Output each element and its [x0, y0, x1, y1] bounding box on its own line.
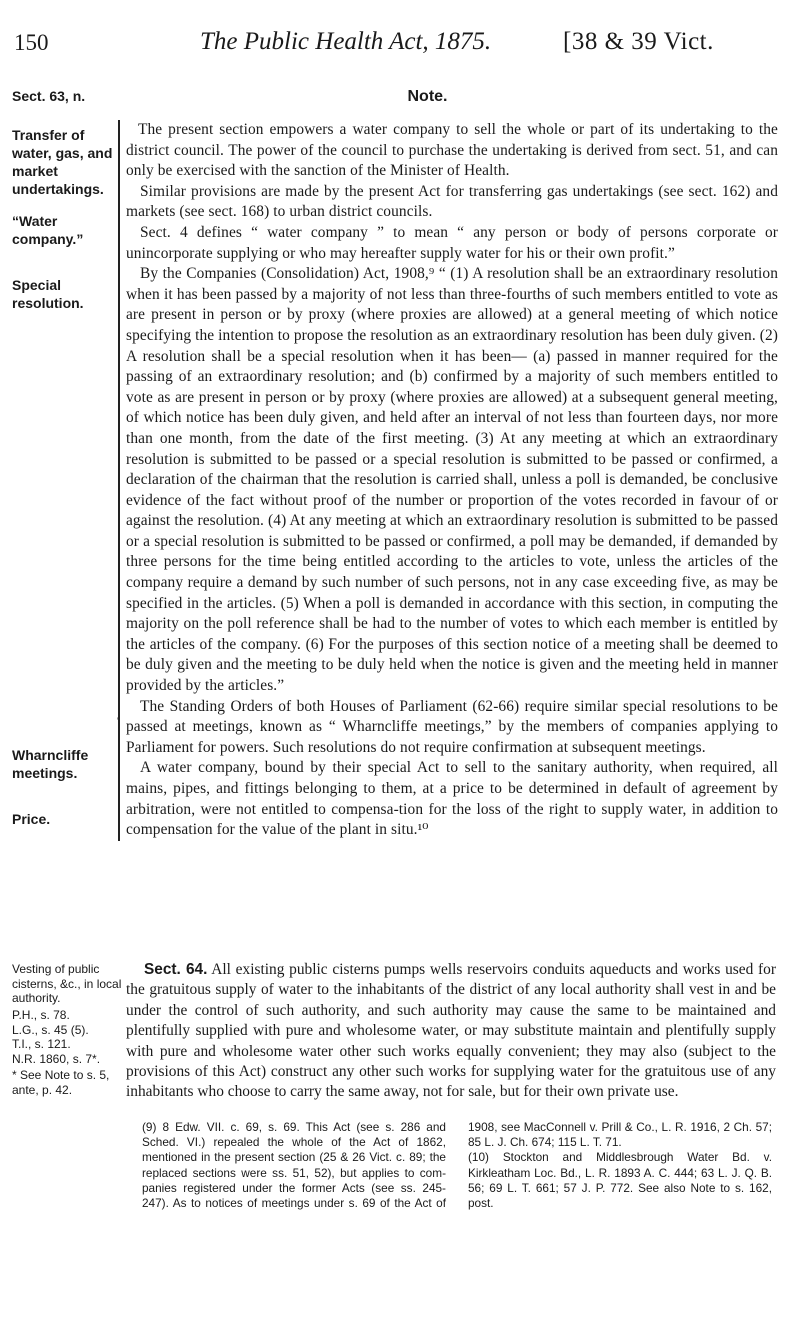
- star-note: * See Note to s. 5, ante, p. 42.: [12, 1068, 110, 1097]
- footnote: (10) Stockton and Middlesbrough Water Bd. v. Kirkleatham Loc. Bd., L. R. 1893 A. C. 444; 63 L. J. Q. B. 56; 69 L. T. 661; 57 J. P. 772. See also Note to s. 162, post.: [468, 1150, 772, 1211]
- margin-note-vesting: Vesting of public cisterns, &c., in local authority.: [12, 962, 122, 1006]
- margin-note-price: Price.: [12, 811, 51, 827]
- page-number: 150: [14, 30, 49, 55]
- margin-note-wharncliffe: Wharncliffe meetings.: [12, 747, 89, 781]
- section-body: All existing public cisterns pumps wells reservoirs conduits aqueducts and works used for the gratuitous supply of water to the inhabitants of the district of any local authority shall vest in and be under the control of such authority, and such authority may cause the same to be maintained and plentifully supplied with pure and wholesome water, or may substitute maintain and plentifully supply with pure and wholesome water other such works equally convenient; they may also (subject to the provisions of this Act) construct any other such works for supplying water for the gratuitous use of any inhabitants who choose to carry the same away, not for sale, but for their own private use.: [126, 961, 776, 1101]
- note-paragraph: The Standing Orders of both Houses of Parliament (62-66) require similar special resolutions to be passed at meetings, known as “ Wharncliffe meetings,” by the members of companies applying to Parliament for powers. Such resolutions do not require confirmation at subsequent meetings.: [126, 697, 778, 756]
- note-body: [118, 120, 778, 841]
- statutory-references: P.H., s. 78. L.G., s. 45 (5). T.I., s. 121. N.R. 1860, s. 7*.: [12, 1008, 101, 1066]
- section-reference: Sect. 63, n.: [12, 88, 86, 104]
- note-paragraph: By the Companies (Consolidation) Act, 1908,⁹ “ (1) A resolution shall be an extraordinary resolution when it has been passed by a majority of not less than three-fourths of such members entitled to vote as are present in person or by proxy (where proxies are allowed) at a general meeting of which notice specifying the intention to propose the resolution as an extraordinary resolution has been duly given. (2) A resolution shall be a special resolution when it has been— (a) passed in manner required for the passing of an extraordinary resolution; and (b) confirmed by a majority of such members entitled to vote as are present in person or by proxy (where proxies are allowed) at a subsequent general meeting, of which notice has been duly given, and held after an interval of not less than fourteen days, nor more than one month, from the date of the first meeting. (3) At any meeting at which an extraordinary resolution is submitted to be passed or a special resolution is submitted to be passed or confirmed, a declaration of the chairman that the resolution is carried shall, unless a poll is demanded, be conclusive evidence of the fact without proof of the number or proportion of the votes recorded in favour of or against the resolution. (4) At any meeting at which an extraordinary resolution is submitted to be passed or a special resolution is submitted to be passed or confirmed, a poll may be demanded, if demanded by three persons for the time being entitled according to the articles to vote, unless the articles of the company require a demand by such number of such persons, not in any case exceeding five, as may be specified in the articles. (5) When a poll is demanded in accordance with this section, in computing the majority on the poll reference shall be had to the number of votes to which each member is entitled by the articles of the company. (6) For the purposes of this section notice of a meeting shall be deemed to be duly given and the meeting to be duly held when the notice is given and the meeting held in manner provided by the articles.”: [126, 265, 778, 695]
- note-heading-row: [0, 88, 800, 106]
- margin-note-special-resolution: Special resolution.: [12, 277, 84, 311]
- page-header: [0, 18, 800, 58]
- note-paragraph: Similar provisions are made by the present Act for transferring gas undertakings (see sect. 162) and markets (see sect. 168) to urban district councils.: [126, 182, 778, 221]
- section-64: [126, 960, 776, 1103]
- note-heading: Note.: [407, 88, 448, 105]
- footnotes: [142, 1120, 772, 1211]
- regnal-year: [38 & 39 Vict.: [563, 28, 714, 55]
- margin-note-water-company: “Water company.”: [12, 213, 84, 247]
- note-paragraph: Sect. 4 defines “ water company ” to mean “ any person or body of persons corporate or unincorporate supplying or who may hereafter supply water for his or their own profit.”: [126, 223, 778, 262]
- margin-note-transfer: Transfer of water, gas, and market undertakings.: [12, 127, 113, 197]
- running-title: The Public Health Act, 1875.: [200, 28, 492, 55]
- note-paragraph: The present section empowers a water company to sell the whole or part of its undertaking to the district council. The power of the council to purchase the undertaking is derived from sect. 51, and can only be exercised with the sanction of the Minister of Health.: [126, 121, 778, 180]
- footnote: (9) 8 Edw. VII. c. 69, s. 69. This Act (see s. 286 and Sched. VI.) repealed the whole of the Act of 1862, mentioned in the present section (25 & 26 Vict. c. 89; the replaced sections were ss. 51, 52), but applies to com-panies registered under the former Acts (see ss. 245-247). As to notices of meetings under s. 69 of the Act of 1908, see MacConnell v. Prill & Co., L. R. 1916, 2 Ch. 57; 85 L. J. Ch. 674; 115 L. T. 71.: [142, 1120, 772, 1211]
- section-label: Sect. 64.: [144, 961, 208, 978]
- note-paragraph: A water company, bound by their special Act to sell to the sanitary authority, when required, all mains, pipes, and fittings belonging to them, at a price to be determined in default of agreement by arbitration, were not entitled to compensa-tion for the loss of the right to supply water, in addition to compensation for the value of the plant in situ.¹⁰: [126, 759, 778, 839]
